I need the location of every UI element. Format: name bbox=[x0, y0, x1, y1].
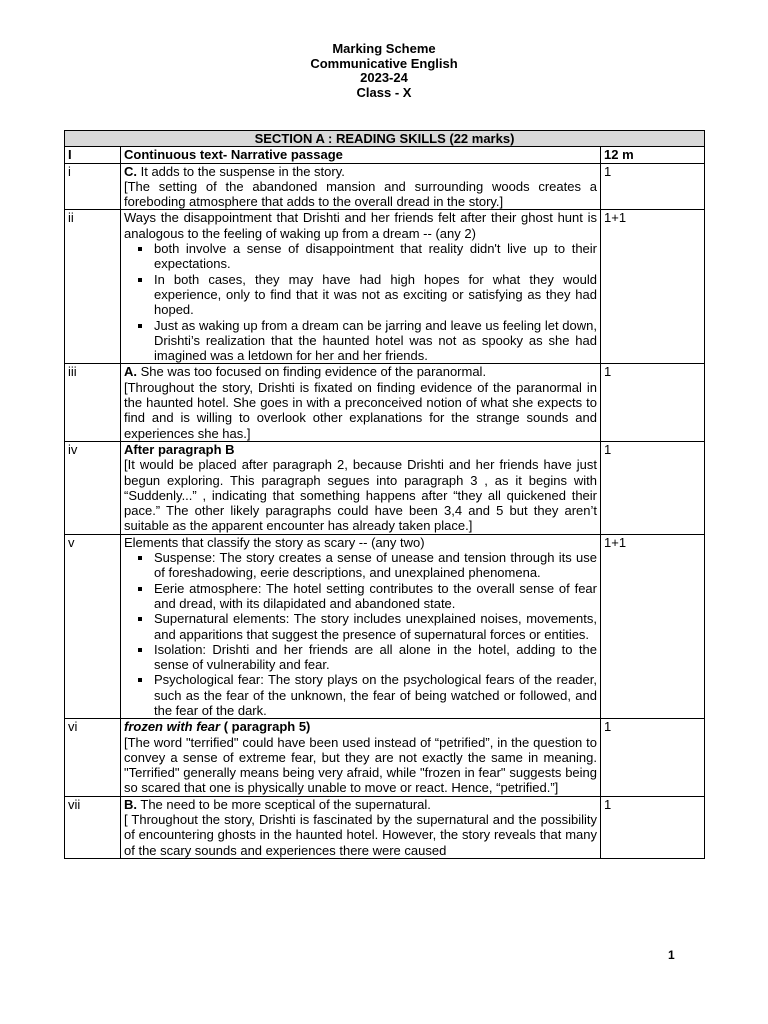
table-row bbox=[65, 163, 705, 210]
answer-label: After paragraph B bbox=[124, 441, 235, 457]
answer-explanation: [It would be placed after paragraph 2, because Drishti and her friends have just begun exploring. This paragraph segues into paragraph 3 , as it begins with “Suddenly...” , indicating that something happens after “they all quickened their pace.” The other likely paragraphs could have been 3,4 and 5 but they aren’t suitable as the apparent encounter has already taken place.] bbox=[124, 457, 597, 534]
answer-text: Elements that classify the story as scary -- (any two) bbox=[124, 534, 425, 550]
question-number: v bbox=[65, 534, 121, 719]
table-row bbox=[65, 534, 705, 719]
answer-bullets bbox=[124, 550, 597, 718]
document-header bbox=[0, 42, 768, 100]
header-year: 2023-24 bbox=[360, 70, 408, 85]
header-num: I bbox=[65, 147, 121, 163]
table-row bbox=[65, 719, 705, 796]
answer-text: Ways the disappointment that Drishti and her friends felt after their ghost hunt is analogous to the feeling of waking up from a dream -- (any 2) bbox=[124, 210, 597, 241]
marks-cell: 1 bbox=[601, 163, 705, 210]
question-number: vii bbox=[65, 796, 121, 858]
marks-cell: 1 bbox=[601, 441, 705, 534]
answer-text: It adds to the suspense in the story. bbox=[137, 163, 345, 179]
answer-text: The need to be more sceptical of the supernatural. bbox=[137, 796, 431, 812]
bullet-item: Eerie atmosphere: The hotel setting contributes to the overall sense of fear and dread, with its dilapidated and abandoned state. bbox=[136, 581, 597, 612]
bullet-item: Isolation: Drishti and her friends are all alone in the hotel, adding to the sense of vulnerability and fear. bbox=[136, 642, 597, 673]
marks-cell: 1+1 bbox=[601, 210, 705, 364]
section-row bbox=[65, 131, 705, 147]
marks-cell: 1 bbox=[601, 364, 705, 441]
table-row bbox=[65, 364, 705, 441]
table-header-row bbox=[65, 147, 705, 163]
answer-label: frozen with fear bbox=[124, 719, 221, 735]
answer-cell bbox=[121, 534, 601, 719]
table-row bbox=[65, 796, 705, 858]
bullet-item: Suspense: The story creates a sense of unease and tension through its use of foreshadowing, eerie descriptions, and unexplained phenomena. bbox=[136, 550, 597, 581]
bullet-item: both involve a sense of disappointment that reality didn't live up to their expectations. bbox=[136, 241, 597, 272]
bullet-item: Supernatural elements: The story includes unexplained noises, movements, and apparitions that suggest the presence of supernatural forces or entities. bbox=[136, 611, 597, 642]
question-number: i bbox=[65, 163, 121, 210]
answer-cell bbox=[121, 163, 601, 210]
header-marks: 12 m bbox=[601, 147, 705, 163]
marks-cell: 1 bbox=[601, 796, 705, 858]
answer-explanation: [The word "terrified" could have been used instead of “petrified”, in the question to convey a sense of extreme fear, but they are not exactly the same in meaning. "Terrified" generally means being very afraid, while "frozen in fear" suggests being so scared that one is physically unable to move or react. Hence, “petrified.”] bbox=[124, 734, 597, 796]
marks-cell: 1 bbox=[601, 719, 705, 796]
answer-label-ref: ( paragraph 5) bbox=[220, 719, 311, 735]
header-subject: Communicative English bbox=[310, 55, 458, 71]
answer-explanation: [The setting of the abandoned mansion and surrounding woods creates a foreboding atmosphere that adds to the overall dread in the story.] bbox=[124, 178, 597, 210]
question-number: iv bbox=[65, 441, 121, 534]
answer-cell bbox=[121, 441, 601, 534]
answer-cell bbox=[121, 210, 601, 364]
table-row bbox=[65, 441, 705, 534]
page-number: 1 bbox=[668, 948, 675, 962]
answer-label: B. bbox=[124, 796, 137, 812]
answer-explanation: [ Throughout the story, Drishti is fascinated by the supernatural and the possibility of encountering ghosts in the haunted hotel. However, the story reveals that many of the scary sounds and experiences there were caused bbox=[124, 812, 597, 858]
answer-explanation: [Throughout the story, Drishti is fixated on finding evidence of the paranormal in the haunted hotel. She goes in with a preconceived notion of what she expects to find and is willing to overlook other explanations for the strange sounds and experiences she has.] bbox=[124, 379, 597, 441]
header-class: Class - X bbox=[356, 84, 412, 100]
question-number: vi bbox=[65, 719, 121, 796]
header-title-cell: Continuous text- Narrative passage bbox=[121, 147, 601, 163]
header-title: Marking Scheme bbox=[332, 41, 436, 56]
answer-cell bbox=[121, 719, 601, 796]
answer-label: C. bbox=[124, 163, 137, 179]
marking-scheme-table bbox=[64, 130, 705, 859]
answer-text: She was too focused on finding evidence of the paranormal. bbox=[137, 364, 487, 380]
bullet-item: In both cases, they may have had high hopes for what they would experience, only to find that it was not as exciting or satisfying as they had hoped. bbox=[136, 272, 597, 318]
answer-cell bbox=[121, 364, 601, 441]
marks-cell: 1+1 bbox=[601, 534, 705, 719]
answer-label: A. bbox=[124, 364, 137, 380]
table-row bbox=[65, 210, 705, 364]
section-title: SECTION A : READING SKILLS (22 marks) bbox=[65, 131, 705, 147]
bullet-item: Psychological fear: The story plays on the psychological fears of the reader, such as the fear of the unknown, the fear of being watched or followed, and the fear of the dark. bbox=[136, 672, 597, 718]
bullet-item: Just as waking up from a dream can be jarring and leave us feeling let down, Drishti’s realization that the haunted hotel was not as spooky as she had imagined was a letdown for her and her friends. bbox=[136, 318, 597, 364]
question-number: ii bbox=[65, 210, 121, 364]
answer-cell bbox=[121, 796, 601, 858]
answer-bullets bbox=[124, 241, 597, 363]
question-number: iii bbox=[65, 364, 121, 441]
